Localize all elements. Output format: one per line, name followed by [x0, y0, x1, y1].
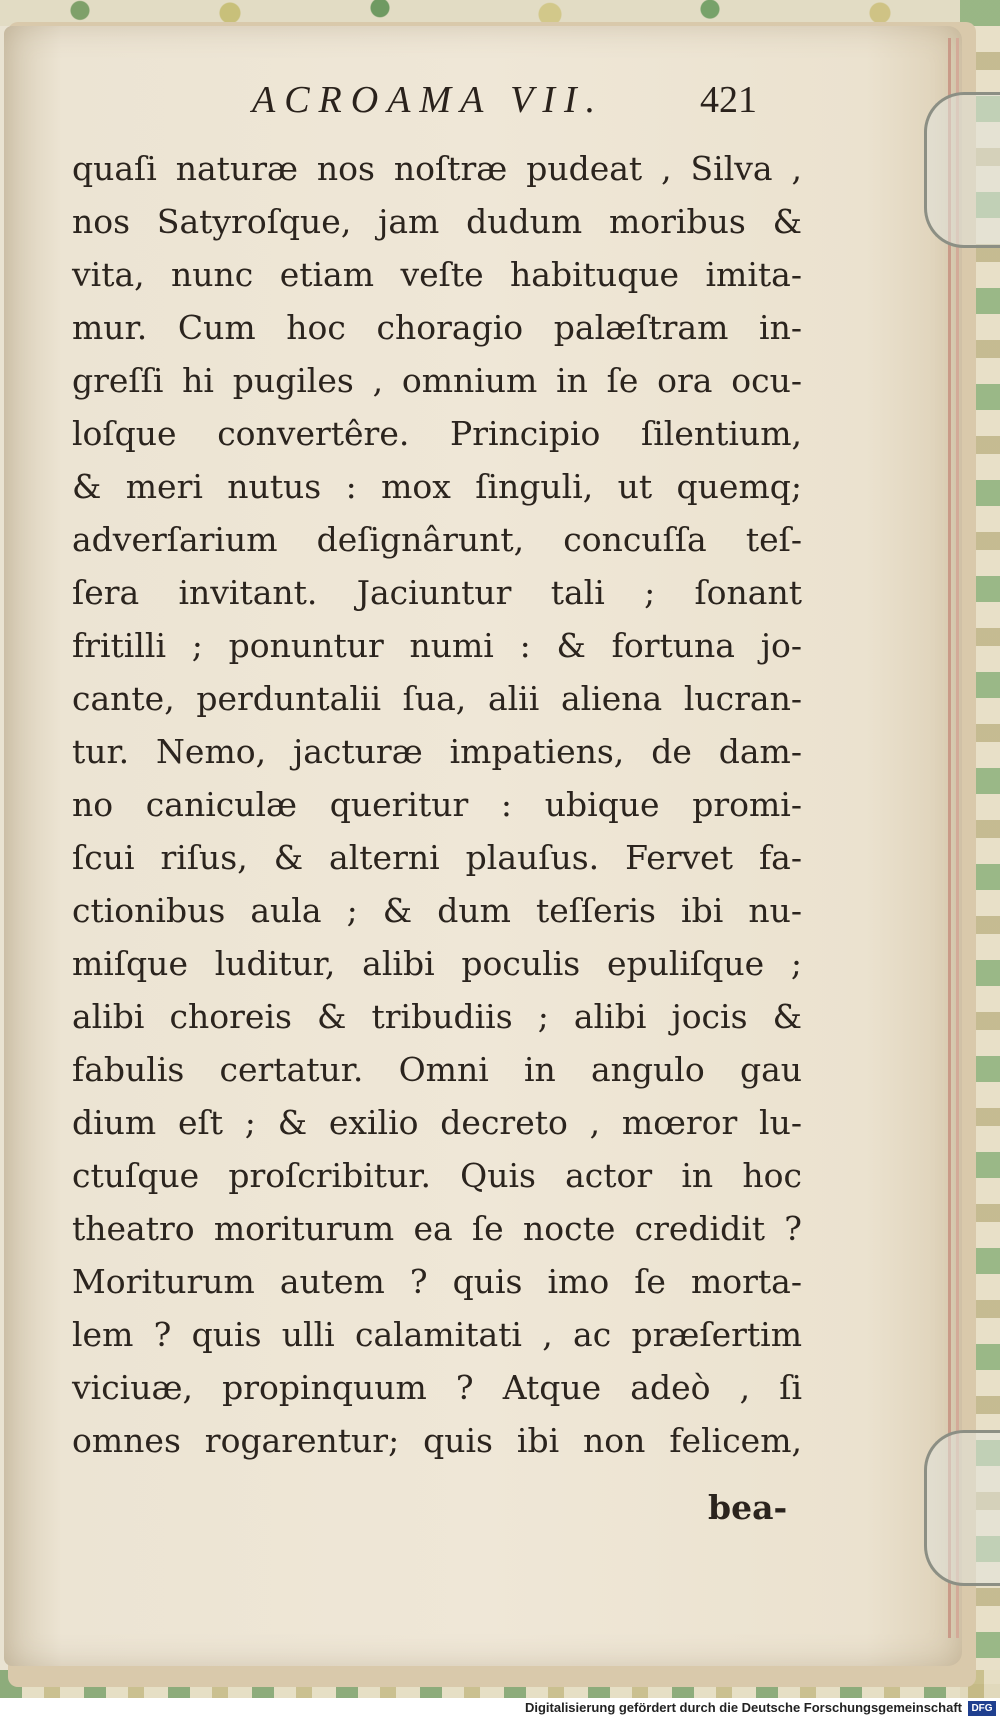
- digitization-footer: [0, 1698, 1000, 1720]
- text-line: ſcui riſus, & alterni plauſus. Fervet fa-: [72, 838, 802, 877]
- text-line: nos Satyroſque, jam dudum moribus &: [72, 202, 802, 241]
- text-line: tur. Nemo, jacturæ impatiens, de dam-: [72, 732, 802, 771]
- text-line: miſque luditur, alibi poculis epuliſque ;: [72, 944, 802, 983]
- text-line: adverſarium deſignârunt, concuſſa teſ-: [72, 520, 802, 559]
- text-line: greſſi hi pugiles , omnium in ſe ora ocu-: [72, 361, 802, 400]
- funding-credit: Digitalisierung gefördert durch die Deutsche Forschungsgemeinschaft: [524, 1700, 962, 1715]
- text-line: ctionibus aula ; & dum teſſeris ibi nu-: [72, 891, 802, 930]
- text-block: [72, 142, 802, 1467]
- text-line: loſque convertêre. Principio ſilentium,: [72, 414, 802, 453]
- catchword: bea-: [708, 1488, 788, 1527]
- text-line: theatro moriturum ea ſe nocte credidit ?: [72, 1209, 802, 1248]
- text-line: & meri nutus : mox ſinguli, ut quemq;: [72, 467, 802, 506]
- text-line: omnes rogarentur; quis ibi non felicem,: [72, 1421, 802, 1460]
- text-line: no caniculæ queritur : ubique promi-: [72, 785, 802, 824]
- text-line: fritilli ; ponuntur numi : & fortuna jo-: [72, 626, 802, 665]
- text-line: Moriturum autem ? quis imo ſe morta-: [72, 1262, 802, 1301]
- page-clip-bottom: [924, 1430, 1000, 1586]
- page-header: [0, 78, 1000, 138]
- text-line: quaſi naturæ nos noſtræ pudeat , Silva ,: [72, 149, 802, 188]
- page-number: 421: [700, 79, 757, 121]
- text-line: alibi choreis & tribudiis ; alibi jocis &: [72, 997, 802, 1036]
- running-head: ACROAMA VII.: [252, 79, 605, 121]
- red-page-edge-rule: [948, 38, 951, 1638]
- text-line: ctuſque proſcribitur. Quis actor in hoc: [72, 1156, 802, 1195]
- text-line: mur. Cum hoc choragio palæſtram in-: [72, 308, 802, 347]
- text-line: viciuæ, propinquum ? Atque adeò , ſi: [72, 1368, 802, 1407]
- text-line: ſera invitant. Jaciuntur tali ; ſonant: [72, 573, 802, 612]
- text-line: fabulis certatur. Omni in angulo gau: [72, 1050, 802, 1089]
- text-line: cante, perduntalii ſua, alii aliena lucran-: [72, 679, 802, 718]
- red-page-edge-rule: [956, 38, 959, 1638]
- text-line: lem ? quis ulli calamitati , ac præſertim: [72, 1315, 802, 1354]
- text-line: vita, nunc etiam veſte habituque imita-: [72, 255, 802, 294]
- text-line: dium eſt ; & exilio decreto , mœror lu-: [72, 1103, 802, 1142]
- dfg-logo: DFG: [968, 1701, 996, 1716]
